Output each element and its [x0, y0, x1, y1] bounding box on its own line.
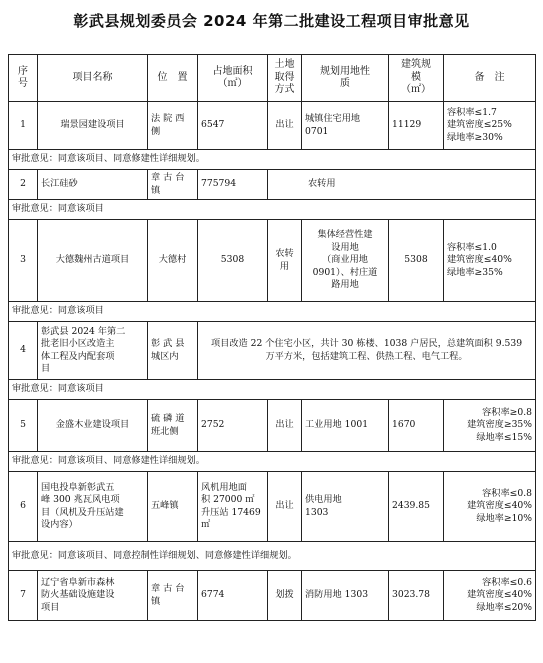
- opinion-text: 审批意见：同意该项目: [9, 302, 536, 322]
- header-use: 规划用地性 质: [302, 55, 389, 102]
- cell-note: 容积率≤0.6 建筑密度≤40% 绿地率≤20%: [444, 571, 536, 621]
- table-row: [9, 220, 536, 302]
- cell-area: 2752: [198, 400, 268, 452]
- cell-name: 长江硅砂: [38, 170, 148, 200]
- document-title: 彰武县规划委员会 2024 年第二批建设工程项目审批意见: [73, 12, 470, 30]
- cell-acquire: 划拨: [268, 571, 302, 621]
- cell-location: 彰 武 县 城区内: [148, 322, 198, 380]
- cell-area: 6547: [198, 102, 268, 150]
- cell-seq: 7: [9, 571, 38, 621]
- cell-name: 辽宁省阜新市森林 防火基础设施建设 项目: [38, 571, 148, 621]
- cell-name: 大德魏州古道项目: [38, 220, 148, 302]
- header-area: 占地面积 （㎡）: [198, 55, 268, 102]
- cell-description: 项目改造 22 个住宅小区，共计 30 栋楼、1038 户居民，总建筑面积 9.539 万平方米，包括建筑工程、供热工程、电气工程。: [198, 322, 536, 380]
- cell-location: 法 院 西 侧: [148, 102, 198, 150]
- cell-area: 5308: [198, 220, 268, 302]
- opinion-text: 审批意见：同意该项目、同意修建性详细规划。: [9, 150, 536, 170]
- cell-location: 章 古 台 镇: [148, 571, 198, 621]
- header-row: [9, 55, 536, 102]
- header-location: 位 置: [148, 55, 198, 102]
- opinion-text: 审批意见：同意该项目: [9, 380, 536, 400]
- cell-note: 容积率≤0.8 建筑密度≤40% 绿地率≥10%: [444, 472, 536, 542]
- cell-location: 五峰镇: [148, 472, 198, 542]
- table-row: [9, 322, 536, 380]
- cell-note: 容积率≤1.7 建筑密度≤25% 绿地率≥30%: [444, 102, 536, 150]
- table-row: [9, 400, 536, 452]
- cell-build: 5308: [389, 220, 444, 302]
- cell-location: 章 古 台 镇: [148, 170, 198, 200]
- cell-build: 1670: [389, 400, 444, 452]
- cell-seq: 4: [9, 322, 38, 380]
- cell-acquire-use: 农转用: [268, 170, 536, 200]
- cell-seq: 3: [9, 220, 38, 302]
- cell-use: 供电用地 1303: [302, 472, 389, 542]
- cell-acquire: 出让: [268, 102, 302, 150]
- cell-name: 瑞景园建设项目: [38, 102, 148, 150]
- cell-seq: 6: [9, 472, 38, 542]
- cell-use: 工业用地 1001: [302, 400, 389, 452]
- opinion-text: 审批意见：同意该项目: [9, 200, 536, 220]
- table-row: [9, 170, 536, 200]
- cell-location: 大德村: [148, 220, 198, 302]
- table-row: [9, 571, 536, 621]
- opinion-row: [9, 380, 536, 400]
- cell-area: 6774: [198, 571, 268, 621]
- opinion-text: 审批意见：同意该项目、同意修建性详细规划。: [9, 452, 536, 472]
- cell-acquire: 出让: [268, 400, 302, 452]
- cell-use: 城镇住宅用地 0701: [302, 102, 389, 150]
- cell-area: 风机用地面 积 27000 ㎡ 升压站 17469 ㎡: [198, 472, 268, 542]
- cell-note: 容积率≤1.0 建筑密度≤40% 绿地率≥35%: [444, 220, 536, 302]
- opinion-text: 审批意见：同意该项目、同意控制性详细规划、同意修建性详细规划。: [9, 542, 536, 571]
- cell-build: 11129: [389, 102, 444, 150]
- cell-acquire: 农转 用: [268, 220, 302, 302]
- cell-acquire: 出让: [268, 472, 302, 542]
- cell-note: 容积率≥0.8 建筑密度≥35% 绿地率≤15%: [444, 400, 536, 452]
- opinion-row: [9, 452, 536, 472]
- header-acquire: 土地 取得 方式: [268, 55, 302, 102]
- cell-use: 集体经营性建 设用地 （商业用地 0901）、村庄道 路用地: [302, 220, 389, 302]
- cell-name: 金盛木业建设项目: [38, 400, 148, 452]
- cell-seq: 2: [9, 170, 38, 200]
- table-row: [9, 102, 536, 150]
- opinion-row: [9, 150, 536, 170]
- opinion-row: [9, 302, 536, 322]
- approval-table: [8, 54, 536, 621]
- cell-build: 2439.85: [389, 472, 444, 542]
- cell-seq: 5: [9, 400, 38, 452]
- cell-use: 消防用地 1303: [302, 571, 389, 621]
- header-name: 项目名称: [38, 55, 148, 102]
- cell-name: 国电投阜新彰武五 峰 300 兆瓦风电项 目（风机及升压站建 设内容）: [38, 472, 148, 542]
- opinion-row: [9, 200, 536, 220]
- cell-seq: 1: [9, 102, 38, 150]
- header-note: 备 注: [444, 55, 536, 102]
- opinion-row: [9, 542, 536, 571]
- cell-area: 775794: [198, 170, 268, 200]
- cell-location: 硫 磷 道 班北侧: [148, 400, 198, 452]
- cell-build: 3023.78: [389, 571, 444, 621]
- header-build: 建筑规 模 （㎡）: [389, 55, 444, 102]
- header-seq: 序 号: [9, 55, 38, 102]
- table-row: [9, 472, 536, 542]
- cell-name: 彰武县 2024 年第二 批老旧小区改造主 体工程及内配套项 目: [38, 322, 148, 380]
